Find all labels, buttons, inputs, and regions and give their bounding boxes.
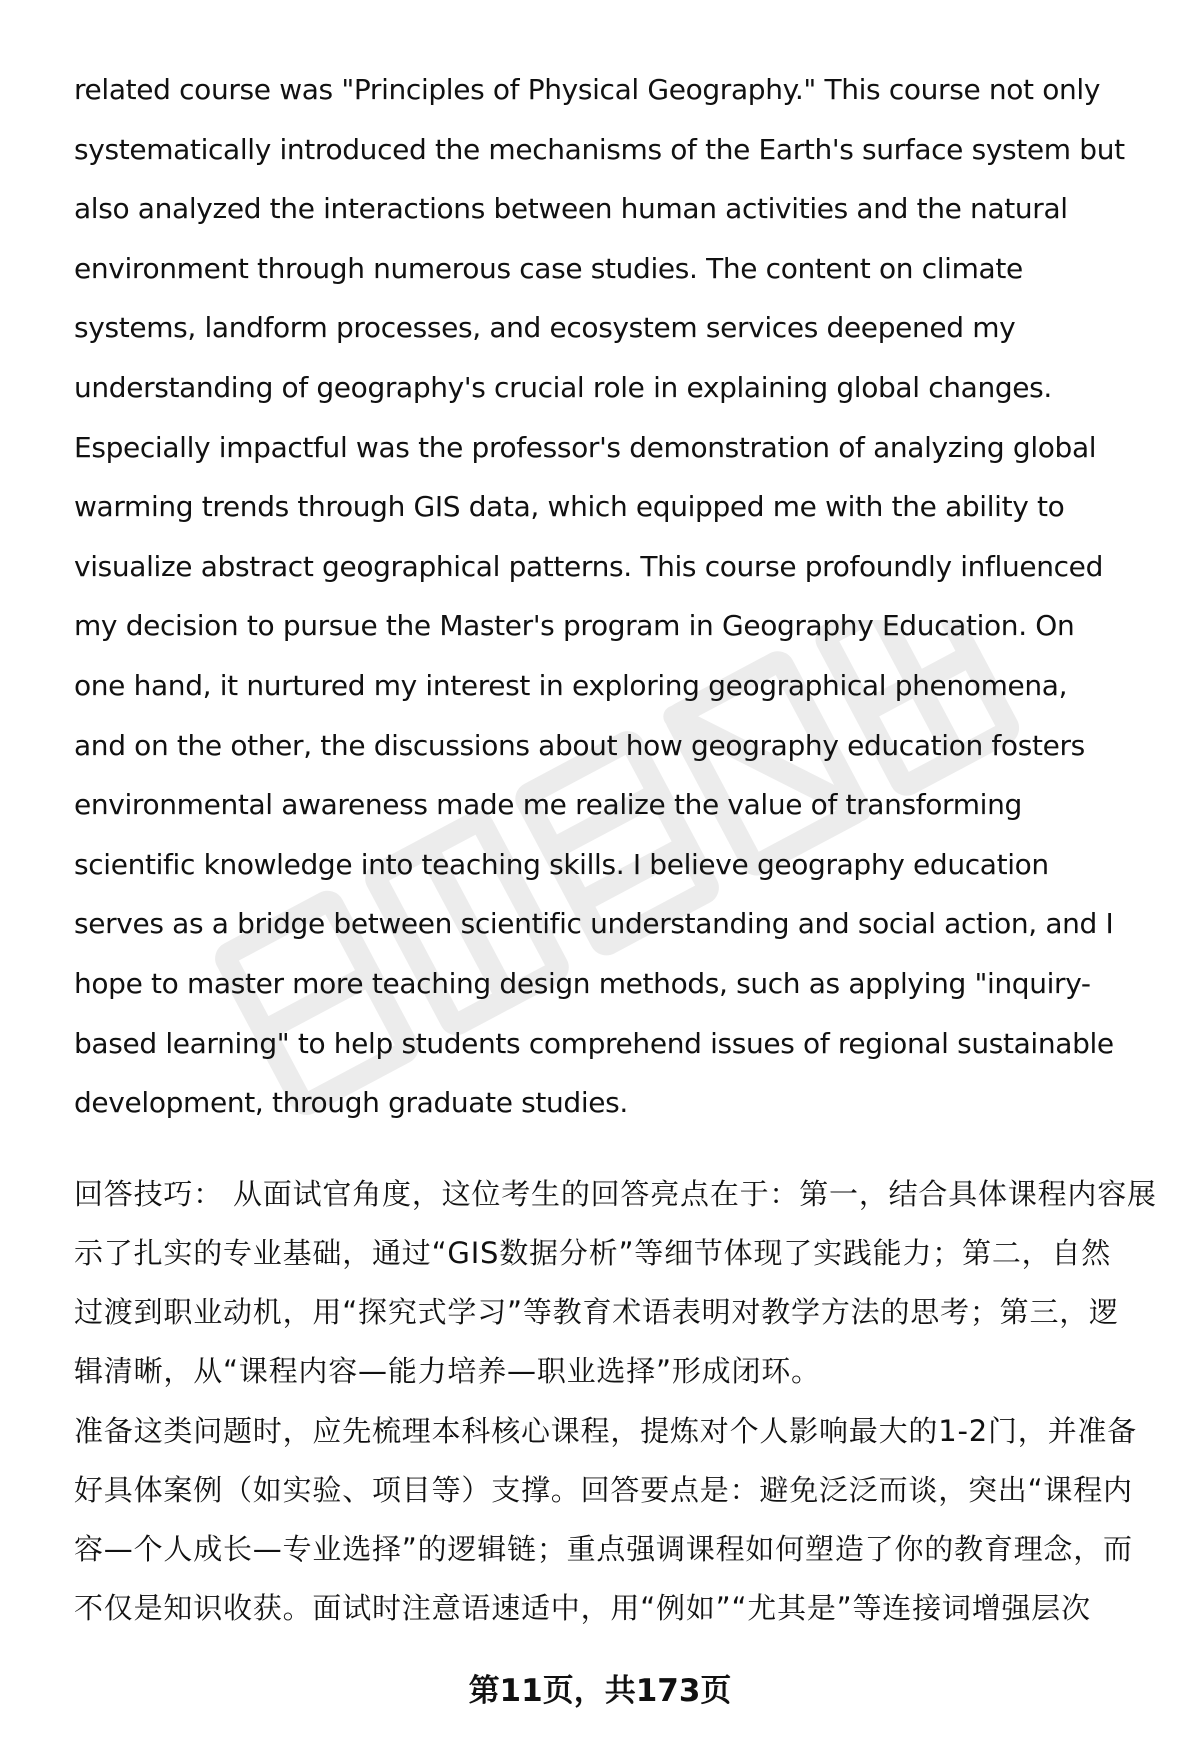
paragraph-line: systematically introduced the mechanisms of the Earth's surface system but [74,132,1125,166]
paragraph-line: and on the other, the discussions about how geography education fosters [74,728,1085,762]
paragraph-line: also analyzed the interactions between human activities and the natural [74,192,1068,226]
paragraph-line: 示了扎实的专业基础，通过“GIS数据分析”等细节体现了实践能力；第二，自然 [74,1236,1112,1270]
paragraph-line: my decision to pursue the Master's program in Geography Education. On [74,609,1075,643]
paragraph-line: hope to master more teaching design methods, such as applying "inquiry- [74,966,1091,1000]
paragraph-line: 回答技巧： 从面试官角度，这位考生的回答亮点在于：第一，结合具体课程内容展 [74,1177,1157,1211]
paragraph-line: one hand, it nurtured my interest in exploring geographical phenomena, [74,668,1068,702]
page-number: 第11页，共173页 [468,1673,732,1709]
paragraph-line: Especially impactful was the professor's demonstration of analyzing global [74,430,1097,464]
paragraph-line: related course was "Principles of Physical Geography." This course not only [74,73,1101,106]
paragraph-line: environment through numerous case studies. The content on climate [74,251,1023,285]
paragraph-line: 过渡到职业动机，用“探究式学习”等教育术语表明对教学方法的思考；第三，逻 [74,1295,1119,1329]
paragraph-line: serves as a bridge between scientific understanding and social action, and I [74,907,1114,941]
answer-tips-paragraph [74,1165,1164,1401]
paragraph-line: scientific knowledge into teaching skills. I believe geography education [74,847,1049,881]
paragraph-line: based learning" to help students comprehend issues of regional sustainable [74,1026,1114,1060]
paragraph-line: 容—个人成长—专业选择”的逻辑链；重点强调课程如何塑造了你的教育理念，而 [74,1532,1133,1566]
paragraph-line: 不仅是知识收获。面试时注意语速适中，用“例如”“尤其是”等连接词增强层次 [74,1591,1091,1625]
paragraph-line: environmental awareness made me realize the value of transforming [74,788,1022,822]
paragraph-line: warming trends through GIS data, which equipped me with the ability to [74,490,1065,524]
paragraph-line: 好具体案例（如实验、项目等）支撑。回答要点是：避免泛泛而谈，突出“课程内 [74,1473,1133,1507]
paragraph-line: development, through graduate studies. [74,1086,628,1120]
english-answer-paragraph [74,60,1154,1133]
preparation-advice-paragraph [74,1402,1164,1638]
paragraph-line: 准备这类问题时，应先梳理本科核心课程，提炼对个人影响最大的1-2门，并准备 [74,1414,1137,1448]
paragraph-line: systems, landform processes, and ecosystem services deepened my [74,311,1016,345]
paragraph-line: visualize abstract geographical patterns. This course profoundly influenced [74,549,1103,583]
paragraph-line: understanding of geography's crucial role in explaining global changes. [74,370,1052,404]
paragraph-line: 辑清晰，从“课程内容—能力培养—职业选择”形成闭环。 [74,1354,821,1388]
